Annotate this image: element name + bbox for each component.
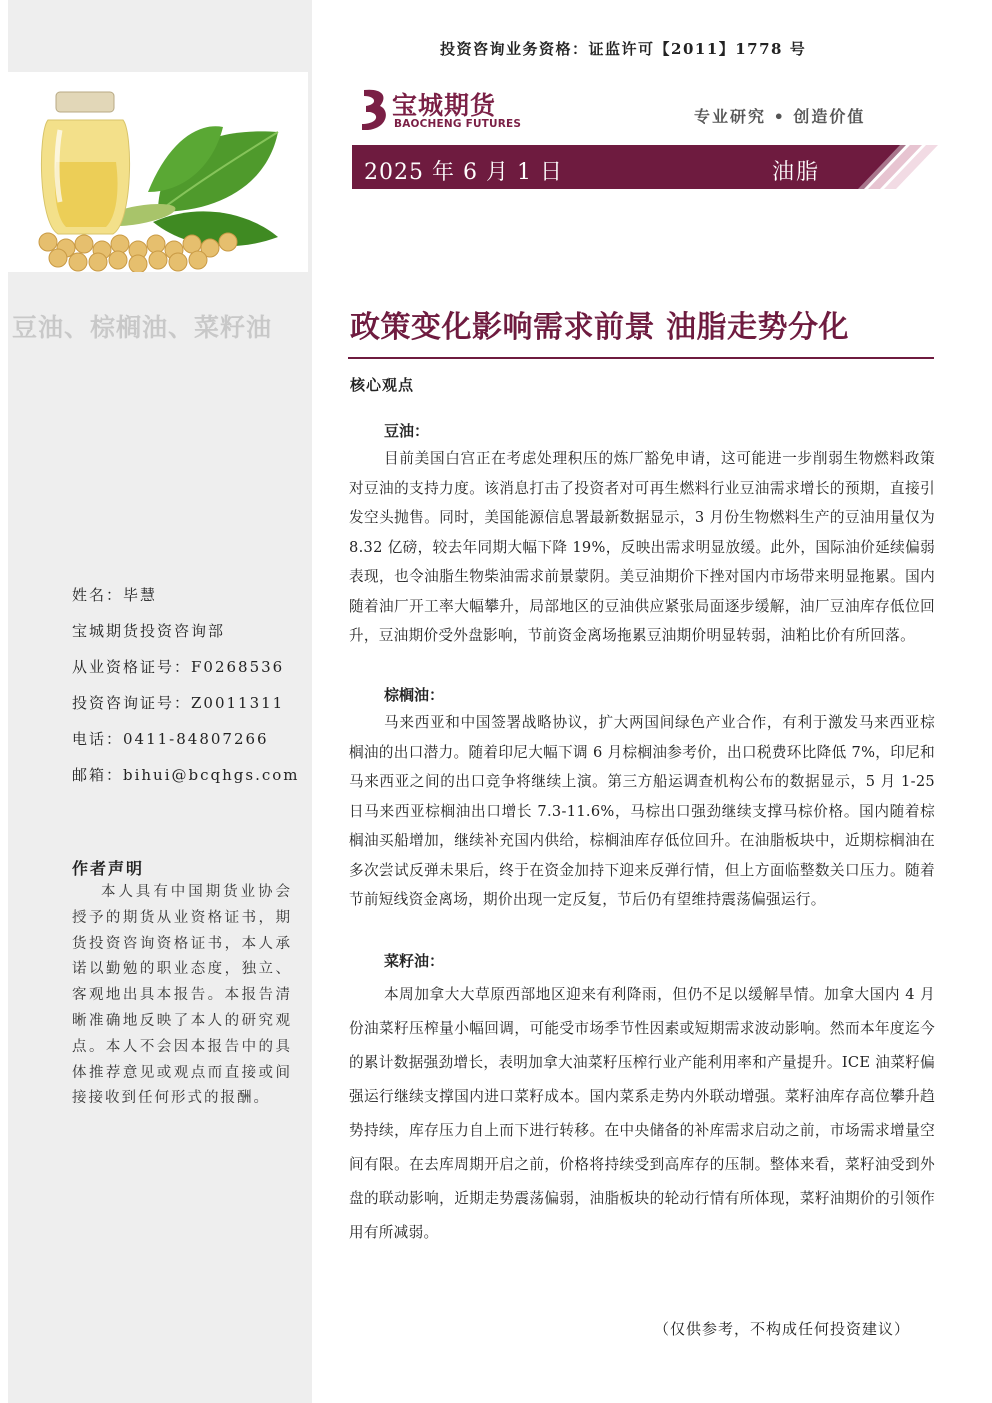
report-category: 油脂	[772, 160, 821, 185]
section-text-soybean-oil: 目前美国白宫正在考虑处理积压的炼厂豁免申请，这可能进一步削弱生物燃料政策对豆油的支持力度。该消息打击了投资者对可再生燃料行业豆油需求增长的预期，直接引发空头抛售。同时，美国能源信息署最新数据显示，3 月份生物燃料生产的豆油用量仅为 8.32 亿磅，较去年同期大幅下降 19%，反映出需求明显放缓。此外，国际油价延续偏弱表现，也令油脂生物柴油需求前景蒙阴。美豆油期价下挫对国内市场带来明显拖累。国内随着油厂开工率大幅攀升，局部地区的豆油供应紧张局面逐步缓解，油厂豆油库存低位回升，豆油期价受外盘影响，节前资金离场拖累豆油期价明显转弱，油粕比价有所回落。	[349, 450, 935, 644]
section-label-soybean-oil: 豆油：	[384, 422, 430, 440]
slogan: 专业研究 • 创造价值	[694, 107, 866, 126]
disclaimer-footer: （仅供参考，不构成任何投资建议）	[654, 1320, 911, 1338]
section-label-palm-oil: 棕榈油：	[384, 686, 445, 704]
section-text-rapeseed-oil: 本周加拿大大草原西部地区迎来有利降雨，但仍不足以缓解旱情。加拿大国内 4 月份油菜籽压榨量小幅回调，可能受市场季节性因素或短期需求波动影响。然而本年度迄今的累计数据强劲增长，表明加拿大油菜籽压榨行业产能利用率和产量提升。ICE 油菜籽偏强运行继续支撑国内进口菜籽成本。国内菜系走势内外联动增强。菜籽油库存高位攀升趋势持续，库存压力自上而下进行转移。在中央储备的补库需求启动之前，市场需求增量空间有限。在去库周期开启之前，价格将持续受到高库存的压制。整体来看，菜籽油受到外盘的联动影响，近期走势震荡偏弱，油脂板块的轮动行情有所体现，菜籽油期价的引领作用有所减弱。	[349, 986, 935, 1241]
author-consult-license: 投资咨询证号：Z0011311	[72, 694, 285, 712]
author-phone: 电话：0411-84807266	[72, 730, 269, 748]
author-license: 从业资格证号：F0268536	[72, 658, 285, 676]
author-contact	[72, 584, 308, 800]
logo-text-en: BAOCHENG FUTURES	[394, 118, 522, 130]
declaration-body: 本人具有中国期货业协会授予的期货从业资格证书，期货投资咨询资格证书，本人承诺以勤勉的职业态度，独立、客观地出具本报告。本报告清晰准确地反映了本人的研究观点。本人不会因本报告中的具体推荐意见或观点而直接或间接接收到任何形式的报酬。	[72, 884, 292, 1107]
section-text-palm-oil: 马来西亚和中国签署战略协议，扩大两国间绿色产业合作，有利于激发马来西亚棕榈油的出口潜力。随着印尼大幅下调 6 月棕榈油参考价，出口税费环比降低 7%，印尼和马来西亚之间的出口竞争将继续上演。第三方船运调查机构公布的数据显示，5 月 1-25 日马来西亚棕榈油出口增长 7.3-11.6%，马棕出口强劲继续支撑马棕价格。国内随着棕榈油买船增加，继续补充国内供给，棕榈油库存低位回升。在油脂板块中，近期棕榈油在多次尝试反弹未果后，终于在资金加持下迎来反弹行情，但上方面临整数关口压力。随着节前短线资金离场，期价出现一定反复，节后仍有望维持震荡偏强运行。	[349, 714, 935, 908]
qualification-line: 投资咨询业务资格：证监许可【2011】1778 号	[440, 40, 807, 58]
author-email: 邮箱：bihui@bcqhgs.com	[72, 766, 300, 784]
author-name: 姓名：毕慧	[72, 586, 158, 604]
soybean-oil-illustration	[8, 72, 308, 272]
headline-divider	[348, 357, 934, 359]
report-headline: 政策变化影响需求前景 油脂走势分化	[350, 310, 849, 345]
report-date: 2025 年 6 月 1 日	[364, 160, 563, 185]
core-view-title: 核心观点	[350, 376, 415, 394]
author-dept: 宝城期货投资咨询部	[72, 622, 226, 640]
sidebar-products-title: 豆油、棕榈油、菜籽油	[12, 313, 273, 342]
section-label-rapeseed-oil: 菜籽油：	[384, 952, 445, 970]
logo-text-cn: 宝城期货	[392, 91, 497, 120]
declaration-title: 作者声明	[72, 859, 145, 878]
product-image	[8, 72, 308, 272]
